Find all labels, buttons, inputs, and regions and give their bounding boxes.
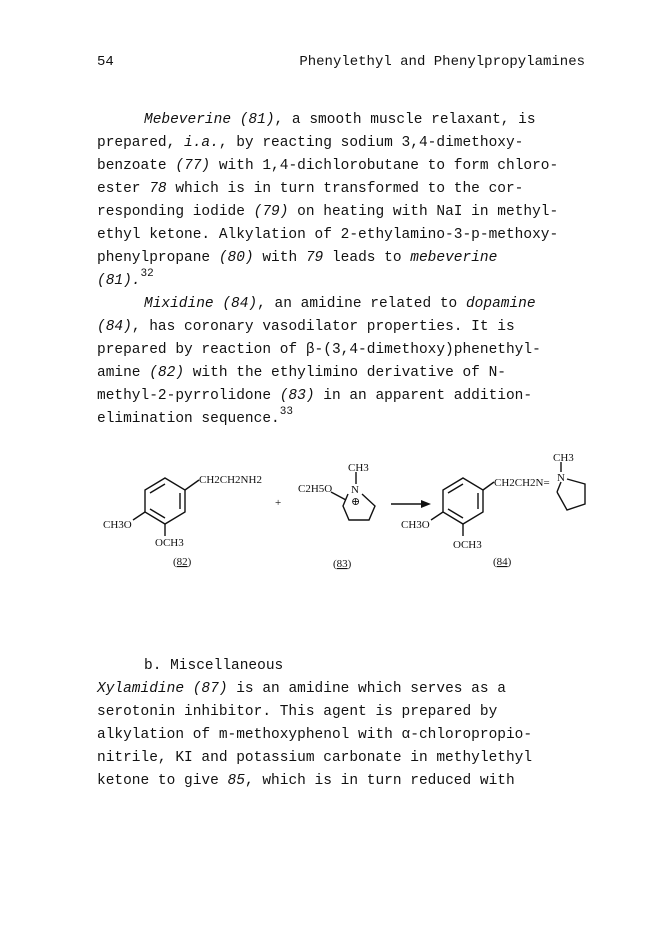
n-methyl-84: CH3: [553, 452, 574, 464]
text-line: methyl-2-pyrrolidone (83) in an apparent addition-: [97, 388, 533, 404]
reaction-scheme: [95, 448, 615, 576]
text-line: nitrile, KI and potassium carbonate in methylethyl: [97, 750, 533, 766]
bond-ome-84: [431, 512, 443, 520]
text-line: (84), has coronary vasodilator properties. It is: [97, 319, 515, 335]
compound-label-82: (82): [173, 556, 192, 568]
compound-label-84: (84): [493, 556, 512, 568]
nitrogen-83: N: [351, 484, 359, 496]
plus-sign: +: [275, 497, 282, 509]
footnote-ref: 32: [140, 268, 154, 280]
page-number: 54: [97, 54, 114, 70]
text-line: Mebeverine (81), a smooth muscle relaxant, is: [144, 112, 536, 128]
compound-label-83: (83): [333, 558, 352, 570]
bond-ethoxy-83: [331, 492, 346, 500]
text-line: serotonin inhibitor. This agent is prepared by: [97, 704, 498, 720]
text-line: phenylpropane (80) with 79 leads to mebeverine: [97, 250, 498, 266]
text-line: elimination sequence.$^{33}$: [97, 406, 293, 427]
reaction-scheme-drawing: [95, 448, 615, 576]
text-line: prepared, i.a., by reacting sodium 3,4-dimethoxy-: [97, 135, 524, 151]
nitrogen-84: N: [557, 472, 565, 484]
ethoxy-83: C2H5O: [298, 483, 333, 495]
section-miscellaneous: [97, 655, 597, 793]
text-line: ester 78 which is in turn transformed to the cor-: [97, 181, 524, 197]
text-line: responding iodide (79) on heating with NaI in methyl-: [97, 204, 559, 220]
running-title: Phenylethyl and Phenylpropylamines: [299, 54, 585, 70]
text-line: Mixidine (84), an amidine related to dopamine: [144, 296, 536, 312]
text-line: Xylamidine (87) is an amidine which serves as a: [97, 681, 506, 697]
text-line: amine (82) with the ethylimino derivative of N-: [97, 365, 506, 381]
text-line: prepared by reaction of β-(3,4-dimethoxy)phenethyl-: [97, 342, 541, 358]
bond-chain-82: [185, 480, 199, 490]
methoxy-bottom-82: OCH3: [155, 537, 184, 549]
bond-ome-82: [133, 512, 145, 520]
n-methyl-83: CH3: [348, 462, 369, 474]
text-line: alkylation of m-methoxyphenol with α-chloropropio-: [97, 727, 533, 743]
text-line: benzoate (77) with 1,4-dichlorobutane to form chloro-: [97, 158, 559, 174]
paragraph-mebeverine: [97, 109, 597, 293]
bond-chain-84: [483, 482, 494, 490]
benzene-ring-82: [145, 478, 185, 524]
paragraph-mixidine: [97, 293, 597, 431]
text-line: (81).$^{32}$: [97, 268, 154, 289]
positive-charge-83: ⊕: [351, 496, 361, 508]
text-line: ketone to give 85, which is in turn reduced with: [97, 773, 515, 789]
footnote-ref: 33: [279, 406, 293, 418]
methoxy-left-82: CH3O: [103, 519, 132, 531]
methoxy-left-84: CH3O: [401, 519, 430, 531]
benzene-ring-84: [443, 478, 483, 524]
arrow-head: [421, 500, 431, 508]
text-line: ethyl ketone. Alkylation of 2-ethylamino-3-p-methoxy-: [97, 227, 559, 243]
section-heading: b. Miscellaneous: [144, 658, 284, 674]
chain-84: CH2CH2N=: [494, 477, 550, 489]
chain-82: CH2CH2NH2: [199, 474, 262, 486]
methoxy-bottom-84: OCH3: [453, 539, 482, 551]
